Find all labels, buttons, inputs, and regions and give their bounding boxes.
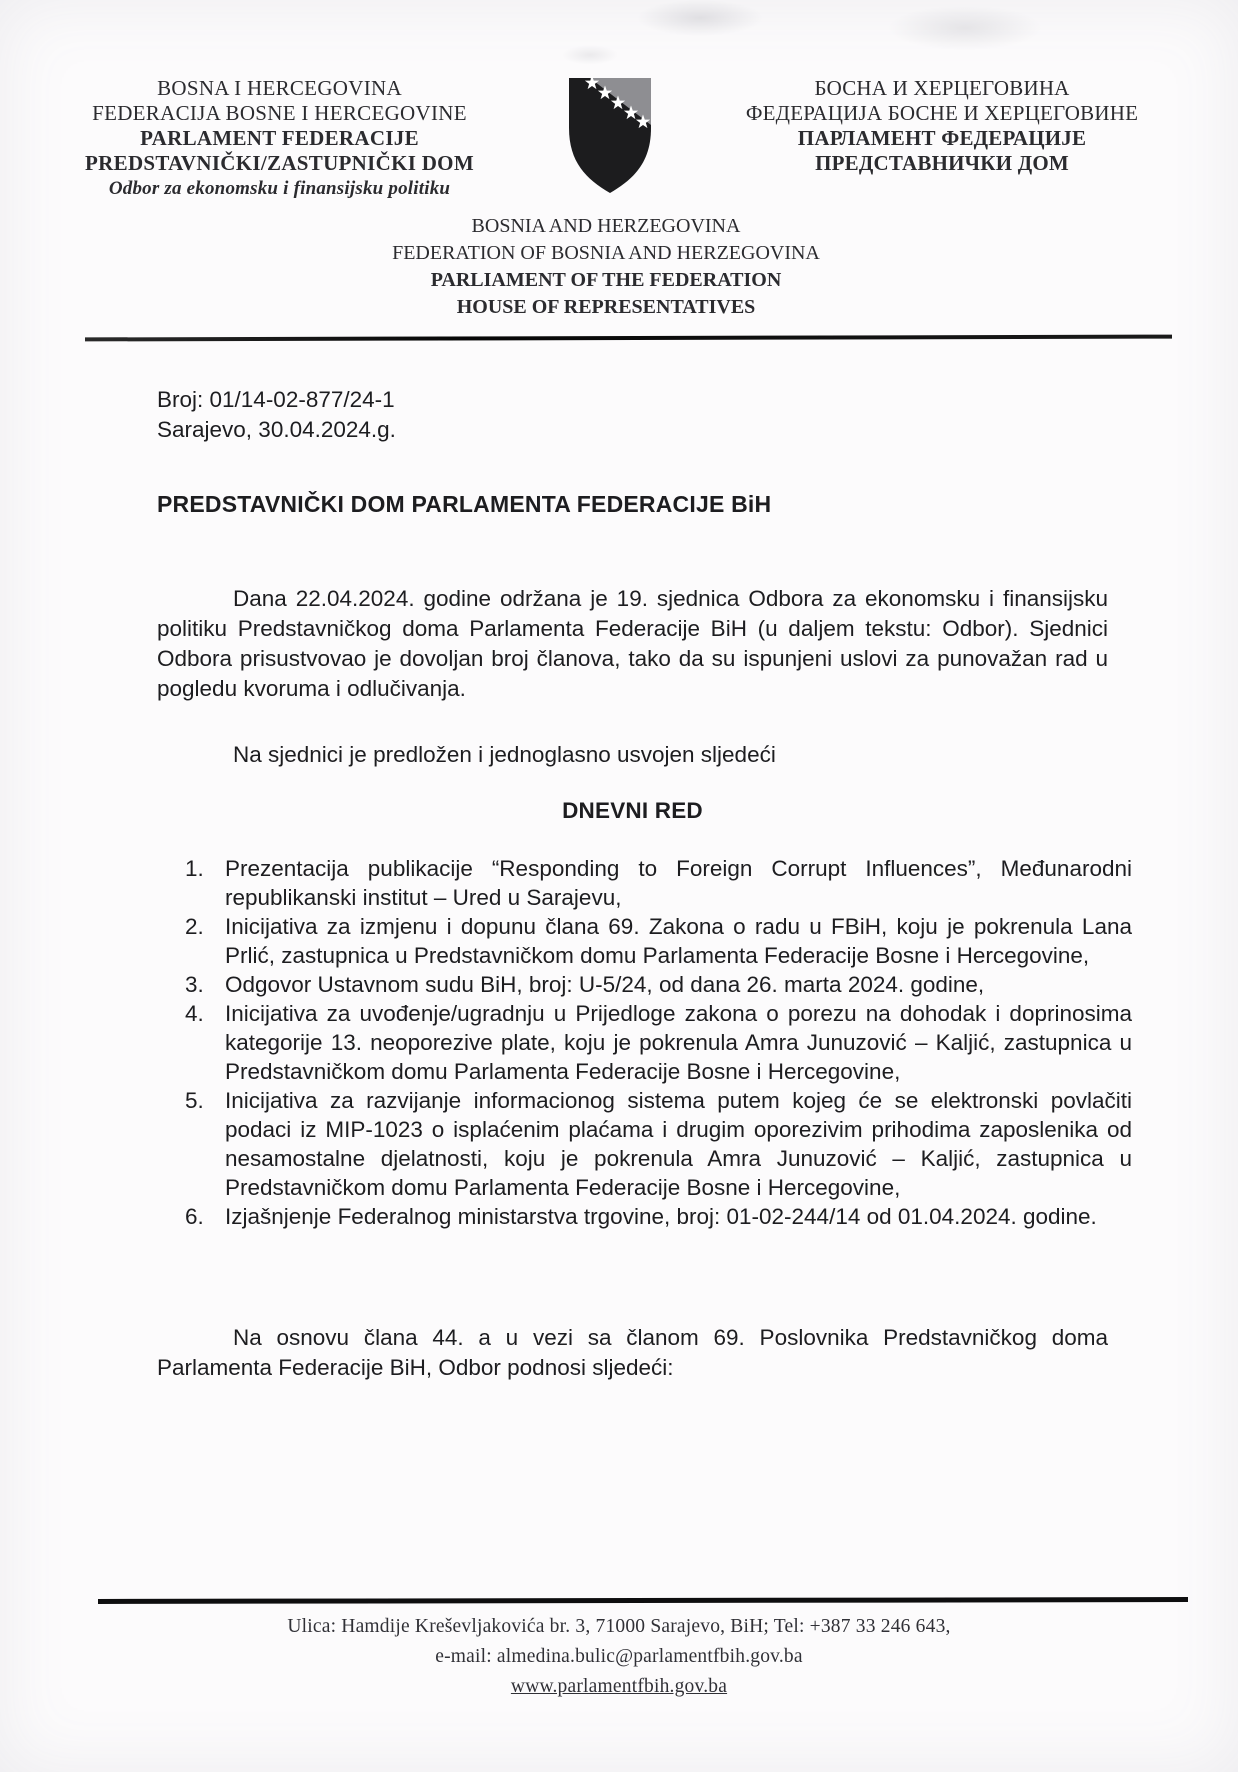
closing-paragraph: Na osnovu člana 44. a u vezi sa članom 69. Poslovnika Predstavničkog doma Parlamenta Federacije BiH, Odbor podnosi sljedeći: <box>157 1325 1108 1380</box>
agenda-list <box>157 854 1132 1231</box>
letterhead-bosnian-block <box>52 76 507 201</box>
document-body <box>0 385 1238 1383</box>
org-country-line-cyr: БОСНА И ХЕРЦЕГОВИНА <box>814 76 1070 100</box>
header-rule <box>85 335 1172 342</box>
org-parliament-line-cyr: ПАРЛАМЕНТ ФЕДЕРАЦИЈЕ <box>797 126 1087 150</box>
org-country-line-en: BOSNIA AND HERZEGOVINA <box>471 215 741 237</box>
footer-address: Ulica: Hamdije Kreševljakovića br. 3, 71000 Sarajevo, BiH; Tel: +387 33 246 643, <box>287 1616 951 1637</box>
letterhead-cyrillic-block <box>703 76 1181 176</box>
org-federation-line-en: FEDERATION OF BOSNIA AND HERZEGOVINA <box>392 242 820 264</box>
reference-number: Broj: 01/14-02-877/24-1 <box>157 387 395 412</box>
footer-email: e-mail: almedina.bulic@parlamentfbih.gov.ba <box>435 1646 803 1667</box>
reference-block <box>157 385 1108 445</box>
reference-place-date: Sarajevo, 30.04.2024.g. <box>157 417 396 442</box>
proposal-line: Na sjednici je predložen i jednoglasno usvojen sljedeći <box>233 742 776 767</box>
letterhead-english-block <box>0 213 1212 321</box>
org-parliament-line-en: PARLIAMENT OF THE FEDERATION <box>430 269 782 291</box>
footer-website: www.parlamentfbih.gov.ba <box>510 1676 728 1697</box>
org-federation-line-cyr: ФЕДЕРАЦИЈА БОСНЕ И ХЕРЦЕГОВИНЕ <box>745 101 1139 125</box>
org-house-line-cyr: ПРЕДСТАВНИЧКИ ДОМ <box>815 151 1069 175</box>
document-title: PREDSTAVNIČKI DOM PARLAMENTA FEDERACIJE BiH <box>157 491 772 517</box>
agenda-item: Prezentacija publikacije “Responding to Foreign Corrupt Influences”, Međunarodni republikanski institut – Ured u Sarajevu, <box>225 856 1132 910</box>
agenda-item: Odgovor Ustavnom sudu BiH, broj: U-5/24, od dana 26. marta 2024. godine, <box>225 972 985 997</box>
footer-rule <box>98 1597 1188 1604</box>
letterhead <box>0 0 1238 345</box>
agenda-item: Inicijativa za izmjenu i dopunu člana 69. Zakona o radu u FBiH, koju je pokrenula Lana Prlić, zastupnica u Predstavničkom domu Parlamenta Federacije Bosne i Hercegovine, <box>225 914 1132 968</box>
org-house-line: PREDSTAVNIČKI/ZASTUPNIČKI DOM <box>85 151 474 175</box>
intro-paragraph: Dana 22.04.2024. godine održana je 19. sjednica Odbora za ekonomsku i finansijsku politiku Predstavničkog doma Parlamenta Federacije BiH (u daljem tekstu: Odbor). Sjednici Odbora prisustvovao je dovoljan broj članova, tako da su ispunjeni uslovi za punovažan rad u pogledu kvoruma i odlučivanja. <box>157 586 1108 701</box>
agenda-item: Inicijativa za razvijanje informacionog sistema putem kojeg će se elektronski povlačiti podaci iz MIP-1023 o isplaćenim plaćama i drugim oporezivim prihodima zaposlenika od nesamostalne djelatnosti, koju je pokrenula Amra Junuzović – Kaljić, zastupnica u Predstavničkom domu Parlamenta Federacije Bosne i Hercegovine, <box>225 1088 1132 1200</box>
agenda-item: Izjašnjenje Federalnog ministarstva trgovine, broj: 01-02-244/14 od 01.04.2024. godine. <box>225 1204 1097 1229</box>
org-committee-line: Odbor za ekonomsku i finansijsku politiku <box>108 178 451 199</box>
org-house-line-en: HOUSE OF REPRESENTATIVES <box>456 296 756 318</box>
agenda-item: Inicijativa za uvođenje/ugradnju u Prijedloge zakona o porezu na dohodak i doprinosima kategorije 13. neoporezive plate, koju je pokrenula Amra Junuzović – Kaljić, zastupnica u Predstavničkom domu Parlamenta Federacije Bosne i Hercegovine, <box>225 1001 1132 1084</box>
footer <box>0 1598 1238 1702</box>
bih-coat-of-arms-icon <box>566 76 654 196</box>
org-country-line: BOSNA I HERCEGOVINA <box>157 76 402 100</box>
agenda-heading: DNEVNI RED <box>562 798 703 823</box>
org-federation-line: FEDERACIJA BOSNE I HERCEGOVINE <box>92 101 467 125</box>
org-parliament-line: PARLAMENT FEDERACIJE <box>140 126 419 150</box>
